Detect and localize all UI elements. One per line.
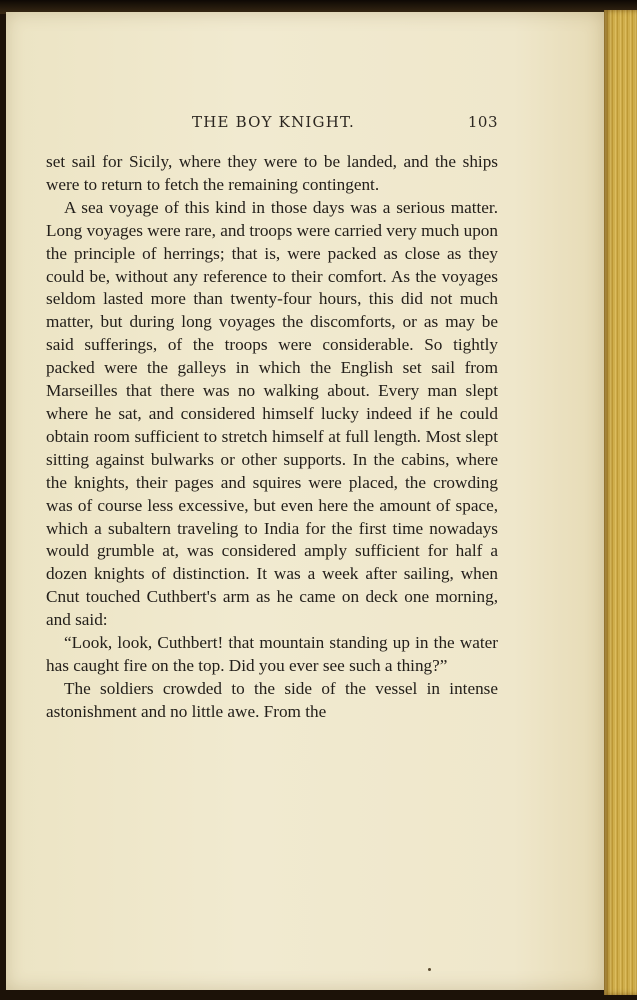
paragraph-3: “Look, look, Cuthbert! that mountain standing up in the water has caught fire on the top. Did you ever see such a thing?” (46, 633, 498, 675)
running-title: THE BOY KNIGHT. (192, 113, 355, 131)
gilded-page-edges (604, 10, 637, 995)
paragraph-1: set sail for Sicily, where they were to be landed, and the ships were to return to fetch the remaining contingent. (46, 152, 498, 194)
ink-speck (428, 968, 431, 971)
body-text (46, 151, 498, 724)
paragraph-4: The soldiers crowded to the side of the vessel in intense astonishment and no little awe. From the (46, 678, 498, 721)
running-head (46, 113, 498, 135)
page-number: 103 (467, 113, 498, 131)
paragraph-2: A sea voyage of this kind in those days was a serious matter. Long voyages were rare, and troops were carried very much upon the principle of herrings; that is, were packed as close as they could be, without any reference to their comfort. As the voyages seldom lasted more than twenty-four hours, this did not much matter, but during long voyages the discomforts, or as may be said sufferings, of the troops were considerable. So tightly packed were the galleys in which the English set sail from Marseilles that there was no walking about. Every man slept where he sat, and considered himself lucky indeed if he could obtain room sufficient to stretch himself at full length. Most slept sitting against bulwarks or other supports. In the cabins, where the knights, their pages and squires were placed, the crowding was of course less excessive, but even here the amount of space, which a subaltern traveling to India for the first time nowadays would grumble at, was considered amply sufficient for half a dozen knights of distinction. It was a week after sailing, when Cnut touched Cuthbert's arm as he came on deck one morning, and said: (46, 197, 498, 630)
